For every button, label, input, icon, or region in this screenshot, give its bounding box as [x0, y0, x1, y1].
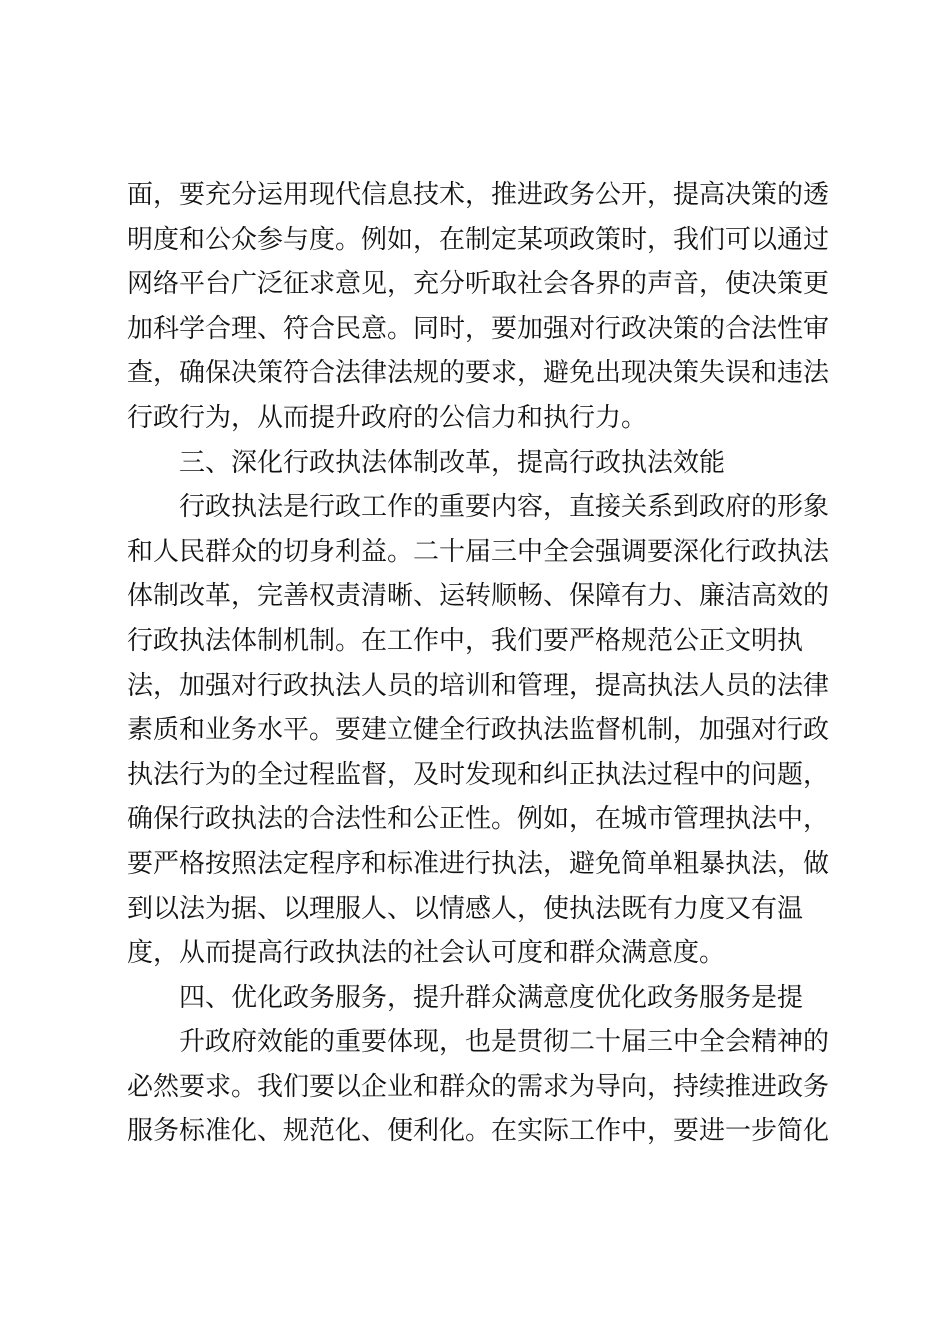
- text-line: 面，要充分运用现代信息技术，推进政务公开，提高决策的透: [127, 180, 830, 210]
- text-line: 加科学合理、符合民意。同时，要加强对行政决策的合法性审: [127, 313, 830, 344]
- section-heading-3: 三、深化行政执法体制改革，提高行政执法效能: [179, 447, 726, 478]
- text-line: 执法行为的全过程监督，及时发现和纠正执法过程中的问题，: [127, 759, 830, 790]
- body-text: [127, 173, 830, 1154]
- text-line: 行政行为，从而提升政府的公信力和执行力。: [127, 402, 648, 433]
- text-line: 素质和业务水平。要建立健全行政执法监督机制，加强对行政: [127, 715, 830, 746]
- text-line: 查，确保决策符合法律法规的要求，避免出现决策失误和违法: [127, 358, 830, 389]
- text-line: 网络平台广泛征求意见，充分听取社会各界的声音，使决策更: [127, 269, 830, 300]
- text-line: 法，加强对行政执法人员的培训和管理，提高执法人员的法律: [127, 670, 830, 701]
- section-heading-4: 四、优化政务服务，提升群众满意度优化政务服务是提: [179, 982, 804, 1013]
- text-line: 确保行政执法的合法性和公正性。例如，在城市管理执法中，: [127, 804, 830, 835]
- text-line: 服务标准化、规范化、便利化。在实际工作中，要进一步简化: [127, 1116, 830, 1147]
- text-line: 必然要求。我们要以企业和群众的需求为导向，持续推进政务: [127, 1071, 830, 1102]
- text-line: 行政执法体制机制。在工作中，我们要严格规范公正文明执: [127, 625, 804, 656]
- text-line: 体制改革，完善权责清晰、运转顺畅、保障有力、廉洁高效的: [127, 581, 830, 612]
- text-line: 度，从而提高行政执法的社会认可度和群众满意度。: [127, 938, 726, 969]
- text-line: 升政府效能的重要体现，也是贯彻二十届三中全会精神的: [179, 1027, 830, 1058]
- text-line: 和人民群众的切身利益。二十届三中全会强调要深化行政执法: [127, 536, 830, 567]
- text-line: 行政执法是行政工作的重要内容，直接关系到政府的形象: [179, 492, 830, 523]
- text-line: 到以法为据、以理服人、以情感人，使执法既有力度又有温: [127, 893, 804, 924]
- text-line: 要严格按照法定程序和标准进行执法，避免简单粗暴执法，做: [127, 848, 830, 879]
- text-line: 明度和公众参与度。例如，在制定某项政策时，我们可以通过: [127, 224, 830, 255]
